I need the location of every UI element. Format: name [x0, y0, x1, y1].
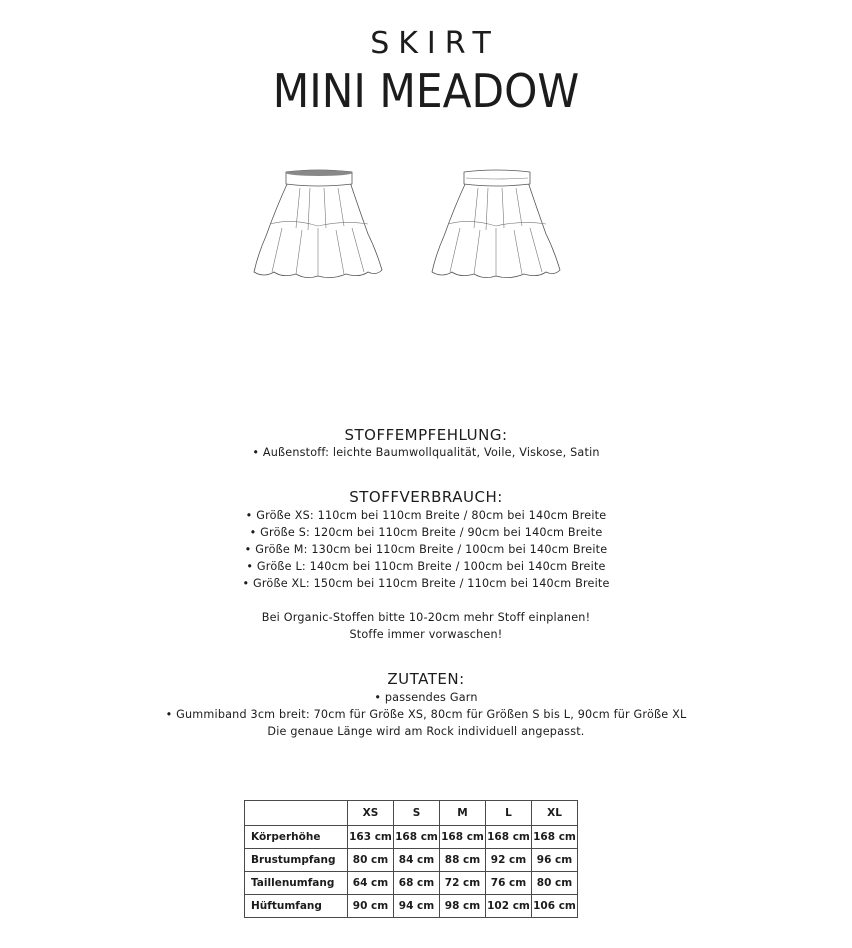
fabric-recommendation-item: • Außenstoff: leichte Baumwollqualität, Voile, Viskose, Satin [252, 446, 600, 459]
skirt-front-illustration [252, 168, 384, 280]
note-organic: Bei Organic-Stoffen bitte 10-20cm mehr Stoff einplanen! [261, 611, 591, 624]
skirt-back-illustration [430, 168, 562, 280]
table-cell: 88 cm [440, 849, 486, 872]
table-cell: 92 cm [486, 849, 532, 872]
table-cell: 98 cm [440, 895, 486, 918]
notions-item: • Gummiband 3cm breit: 70cm für Größe XS, 80cm für Größen S bis L, 90cm für Größe XL [165, 708, 687, 721]
table-cell: 72 cm [440, 872, 486, 895]
table-cell: 64 cm [348, 872, 394, 895]
table-cell: 102 cm [486, 895, 532, 918]
pattern-title: MINI MEADOW [272, 64, 580, 118]
table-cell: 163 cm [348, 826, 394, 849]
fabric-recommendation-heading: STOFFEMPFEHLUNG: [344, 426, 508, 444]
table-cell: 68 cm [394, 872, 440, 895]
fabric-usage-item: • Größe M: 130cm bei 110cm Breite / 100cm bei 140cm Breite [244, 543, 608, 556]
header-cell-empty [245, 801, 348, 826]
table-cell: 76 cm [486, 872, 532, 895]
row-label: Hüftumfang [245, 895, 348, 918]
table-row [245, 826, 578, 849]
fabric-usage-item: • Größe S: 120cm bei 110cm Breite / 90cm bei 140cm Breite [249, 526, 603, 539]
table-cell: 90 cm [348, 895, 394, 918]
notions-heading: ZUTATEN: [387, 670, 465, 688]
table-row [245, 849, 578, 872]
table-cell: 168 cm [394, 826, 440, 849]
table-cell: 84 cm [394, 849, 440, 872]
header-cell-xs: XS [348, 801, 394, 826]
header-cell-xl: XL [532, 801, 578, 826]
notions-item: • passendes Garn [374, 691, 478, 704]
row-label: Brustumpfang [245, 849, 348, 872]
fabric-usage-item: • Größe L: 140cm bei 110cm Breite / 100cm bei 140cm Breite [246, 560, 606, 573]
table-cell: 168 cm [440, 826, 486, 849]
header-cell-m: M [440, 801, 486, 826]
table-cell: 168 cm [532, 826, 578, 849]
table-cell: 96 cm [532, 849, 578, 872]
table-cell: 80 cm [348, 849, 394, 872]
fabric-usage-item: • Größe XS: 110cm bei 110cm Breite / 80cm bei 140cm Breite [245, 509, 607, 522]
row-label: Taillenumfang [245, 872, 348, 895]
header-cell-l: L [486, 801, 532, 826]
table-cell: 94 cm [394, 895, 440, 918]
table-cell: 106 cm [532, 895, 578, 918]
header-cell-s: S [394, 801, 440, 826]
garment-type: SKIRT [370, 26, 500, 61]
notions-note: Die genaue Länge wird am Rock individuell angepasst. [267, 725, 585, 738]
size-table-header [245, 801, 578, 826]
table-cell: 80 cm [532, 872, 578, 895]
table-row [245, 872, 578, 895]
row-label: Körperhöhe [245, 826, 348, 849]
table-cell: 168 cm [486, 826, 532, 849]
fabric-usage-heading: STOFFVERBRAUCH: [349, 488, 503, 506]
table-row [245, 895, 578, 918]
note-prewash: Stoffe immer vorwaschen! [349, 628, 503, 641]
fabric-usage-item: • Größe XL: 150cm bei 110cm Breite / 110cm bei 140cm Breite [242, 577, 610, 590]
size-table [244, 800, 578, 918]
